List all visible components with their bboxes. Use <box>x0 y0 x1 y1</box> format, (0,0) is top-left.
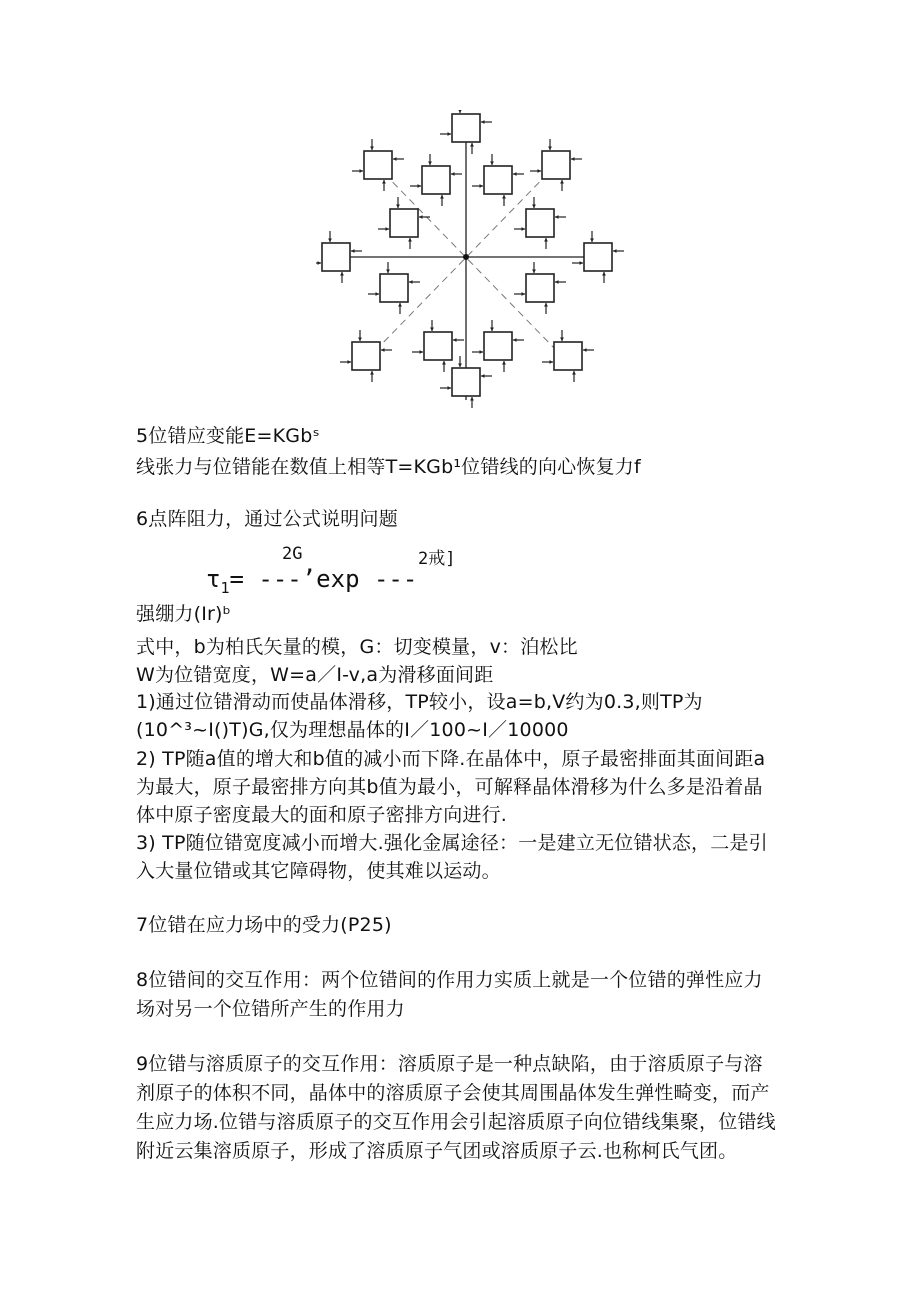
item9-line3: 生应力场.位错与溶质原子的交互作用会引起溶质原子向位错线集聚，位错线 <box>136 1111 776 1133</box>
force-arrow <box>440 386 451 390</box>
force-arrow <box>368 292 379 296</box>
formula-lhs-sub: 1 <box>220 578 230 597</box>
force-arrow <box>370 371 374 382</box>
force-arrow <box>613 249 624 253</box>
formula-numerator-right: 2戒] <box>418 549 456 569</box>
force-arrow <box>590 231 594 242</box>
force-arrow <box>440 132 451 136</box>
force-arrow <box>398 303 402 314</box>
force-arrow <box>340 360 351 364</box>
force-arrow <box>340 272 344 283</box>
force-arrow <box>351 249 362 253</box>
force-arrow <box>548 139 552 150</box>
item9-line1: 9位错与溶质原子的交互作用：溶质原子是一种点缺陷，由于溶质原子与溶 <box>136 1053 763 1075</box>
force-arrow <box>490 154 494 165</box>
item6-p2-line2: 为最大，原子最密排方向其b值为最小，可解释晶体滑移为什么多是沿着晶 <box>136 776 763 798</box>
stress-element-11 <box>514 262 566 314</box>
item8-line2: 场对另一个位错所产生的作用力 <box>136 998 405 1020</box>
formula-label: 强绷力(Ir)ᵇ <box>136 603 231 625</box>
stress-element-12 <box>412 320 464 372</box>
force-arrow <box>481 120 492 124</box>
force-arrow <box>352 169 363 173</box>
stress-element-square <box>484 332 512 360</box>
stress-element-7 <box>514 197 566 249</box>
force-arrow <box>532 262 536 273</box>
force-arrow <box>502 195 506 206</box>
force-arrow <box>451 172 462 176</box>
force-arrow <box>440 195 444 206</box>
force-arrow <box>514 227 525 231</box>
dislocation-stress-field-figure <box>316 110 626 416</box>
force-arrow <box>602 272 606 283</box>
force-arrow <box>530 169 541 173</box>
stress-element-6 <box>378 197 430 249</box>
force-arrow <box>409 280 420 284</box>
stress-element-square <box>390 209 418 237</box>
item9-line4: 附近云集溶质原子，形成了溶质原子气团或溶质原子云.也称柯氏气团。 <box>136 1140 738 1162</box>
stress-element-13 <box>472 320 524 372</box>
force-arrow <box>513 172 524 176</box>
item7-heading: 7位错在应力场中的受力(P25) <box>136 914 392 936</box>
stress-element-square <box>554 342 582 370</box>
stress-element-10 <box>368 262 420 314</box>
item8-line1: 8位错间的交互作用：两个位错间的作用力实质上就是一个位错的弹性应力 <box>136 969 763 991</box>
force-arrow <box>386 262 390 273</box>
force-arrow <box>316 261 321 265</box>
stress-element-square <box>322 243 350 271</box>
item5-line1: 5位错应变能E=KGbˢ <box>136 425 320 447</box>
stress-element-square <box>380 274 408 302</box>
stress-element-15 <box>542 330 594 382</box>
force-arrow <box>490 320 494 331</box>
force-arrow <box>481 374 492 378</box>
item9-line2: 剂原子的体积不同，晶体中的溶质原子会使其周围晶体发生弹性畸变，而产 <box>136 1082 770 1104</box>
item6-p3-line1: 3) TP随位错宽度减小而增大.强化金属途径：一是建立无位错状态，二是引 <box>136 832 768 854</box>
dislocation-core-dot <box>463 254 469 260</box>
force-arrow <box>571 157 582 161</box>
stress-element-14 <box>340 330 392 382</box>
stress-element-square <box>422 166 450 194</box>
stress-element-square <box>584 243 612 271</box>
formula-rhs: = ---’exp --- <box>229 565 418 593</box>
stress-element-square <box>452 368 480 396</box>
force-arrow <box>428 154 432 165</box>
force-arrow <box>542 360 553 364</box>
force-arrow <box>393 157 404 161</box>
peierls-formula <box>206 565 417 597</box>
item6-p2-line1: 2) TP随a值的增大和b值的减小而下降.在晶体中，原子最密排面其面间距a <box>136 748 766 770</box>
stress-element-square <box>542 151 570 179</box>
item6-heading: 6点阵阻力，通过公式说明问题 <box>136 508 398 530</box>
formula-numerator-left: 2G <box>282 544 303 564</box>
stress-element-4 <box>472 154 524 206</box>
force-arrow <box>458 356 462 367</box>
stress-element-square <box>424 332 452 360</box>
force-arrow <box>410 184 421 188</box>
stress-element-square <box>452 114 480 142</box>
item6-p1-line2: (10^³~I()T)G,仅为理想晶体的I／100~I／10000 <box>136 719 569 741</box>
stress-element-square <box>526 274 554 302</box>
force-arrow <box>408 238 412 249</box>
force-arrow <box>502 361 506 372</box>
item5-line2: 线张力与位错能在数值上相等T=KGb¹位错线的向心恢复力f <box>136 456 641 478</box>
force-arrow <box>328 231 332 242</box>
force-arrow <box>430 320 434 331</box>
item6-def2: W为位错宽度，W=a／I-v,a为滑移面间距 <box>136 664 494 686</box>
force-arrow <box>555 215 566 219</box>
stress-element-square <box>364 151 392 179</box>
force-arrow <box>412 350 423 354</box>
force-arrow <box>470 143 474 154</box>
force-arrow <box>396 197 400 208</box>
force-arrow <box>532 197 536 208</box>
force-arrow <box>442 361 446 372</box>
force-arrow <box>472 184 483 188</box>
force-arrow <box>513 338 524 342</box>
force-arrow <box>560 330 564 341</box>
item6-p3-line2: 入大量位错或其它障碍物，使其难以运动。 <box>136 860 501 882</box>
force-arrow <box>572 371 576 382</box>
item6-p1-line1: 1)通过位错滑动而使晶体滑移，TP较小，设a=b,V约为0.3,则TP为 <box>136 691 703 713</box>
item6-def1: 式中，b为柏氏矢量的模，G：切变模量，v：泊松比 <box>136 636 578 658</box>
stress-field-diagram <box>316 110 626 416</box>
stress-element-square <box>484 166 512 194</box>
force-arrow <box>382 180 386 191</box>
force-arrow <box>544 303 548 314</box>
force-arrow <box>472 350 483 354</box>
formula-lhs: τ <box>206 565 221 593</box>
force-arrow <box>583 348 594 352</box>
force-arrow <box>458 110 462 113</box>
force-arrow <box>555 280 566 284</box>
force-arrow <box>560 180 564 191</box>
force-arrow <box>370 139 374 150</box>
force-arrow <box>470 397 474 408</box>
item6-p2-line3: 体中原子密度最大的面和原子密排方向进行. <box>136 804 508 826</box>
stress-element-2 <box>352 139 404 191</box>
stress-element-square <box>526 209 554 237</box>
force-arrow <box>358 330 362 341</box>
force-arrow <box>572 261 583 265</box>
force-arrow <box>381 348 392 352</box>
force-arrow <box>378 227 389 231</box>
force-arrow <box>544 238 548 249</box>
stress-element-square <box>352 342 380 370</box>
stress-element-3 <box>410 154 462 206</box>
force-arrow <box>514 292 525 296</box>
force-arrow <box>453 338 464 342</box>
